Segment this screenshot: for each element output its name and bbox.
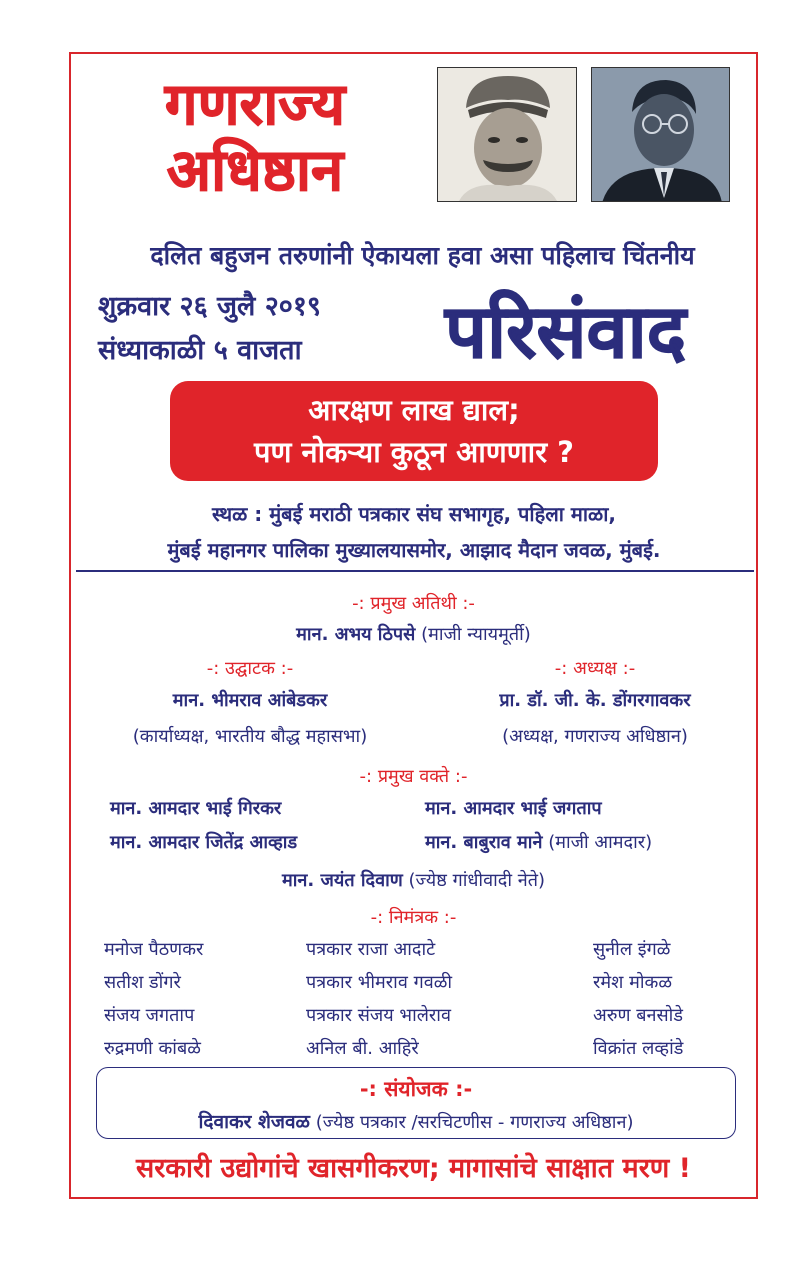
- slogan: सरकारी उद्योगांचे खासगीकरण; मागासांचे साक्षात मरण !: [136, 1153, 691, 1184]
- topic-banner: [170, 381, 658, 481]
- host-name: पत्रकार संजय भालेराव: [306, 1005, 451, 1026]
- president-role: (अध्यक्ष, गणराज्य अधिष्ठान): [502, 726, 688, 747]
- event-date: शुक्रवार २६ जुलै २०१९: [98, 291, 321, 322]
- speaker-5-name: मान. जयंत दिवाण: [282, 870, 403, 891]
- host-name: अनिल बी. आहिरे: [306, 1038, 419, 1059]
- inaugurator-role: (कार्याध्यक्ष, भारतीय बौद्ध महासभा): [132, 726, 368, 747]
- speaker-4-name: मान. बाबुराव माने: [425, 832, 543, 853]
- host-name: रुद्रमणी कांबळे: [104, 1038, 201, 1059]
- tagline: दलित बहुजन तरुणांनी ऐकायला हवा असा पहिलाच चिंतनीय: [150, 241, 695, 270]
- chief-guest: [69, 622, 758, 646]
- divider: [76, 570, 754, 572]
- event-time: संध्याकाळी ५ वाजता: [98, 335, 302, 366]
- speaker-4-role: (माजी आमदार): [548, 832, 653, 853]
- host-name: संजय जगताप: [104, 1005, 195, 1026]
- speaker-1: मान. आमदार भाई गिरकर: [110, 798, 282, 819]
- host-name: अरुण बनसोडे: [593, 1005, 683, 1026]
- convener-heading: -: संयोजक :-: [359, 1077, 473, 1101]
- speaker-3: मान. आमदार जितेंद्र आव्हाड: [110, 832, 298, 853]
- inaugurator-heading: -: उद्घाटक :-: [206, 658, 294, 679]
- event-type-title: परिसंवाद: [445, 289, 687, 375]
- convener-name: दिवाकर शेजवळ: [198, 1111, 310, 1133]
- speaker-4: [425, 830, 652, 854]
- host-name: सुनील इंगळे: [593, 939, 671, 960]
- host-name: सतीश डोंगरे: [104, 972, 181, 993]
- venue-line1: स्थळ : मुंबई मराठी पत्रकार संघ सभागृह, पहिला माळा,: [211, 502, 617, 526]
- org-title-line1: गणराज्य: [164, 70, 346, 138]
- host-name: रमेश मोकळ: [593, 972, 673, 993]
- host-name: मनोज पैठणकर: [104, 939, 204, 960]
- chief-guest-heading: -: प्रमुख अतिथी :-: [352, 593, 475, 614]
- portrait-photo-left: [437, 67, 577, 202]
- org-title-line2: अधिष्ठान: [166, 136, 344, 204]
- topic-line2: पण नोकऱ्या कुठून आणणार ?: [254, 435, 574, 469]
- topic-line1: आरक्षण लाख द्याल;: [308, 393, 520, 427]
- host-name: पत्रकार राजा आदाटे: [306, 939, 436, 960]
- president-heading: -: अध्यक्ष :-: [554, 658, 636, 679]
- convener-role: (ज्येष्ठ पत्रकार /सरचिटणीस - गणराज्य अधिष्ठान): [315, 1112, 634, 1133]
- inaugurator-name: मान. भीमराव आंबेडकर: [172, 690, 328, 711]
- speaker-5: [69, 868, 758, 892]
- chief-guest-name: मान. अभय ठिपसे: [296, 624, 416, 645]
- chief-guest-role: (माजी न्यायमूर्ती): [421, 624, 531, 645]
- host-name: पत्रकार भीमराव गवळी: [306, 972, 453, 993]
- venue-line2: मुंबई महानगर पालिका मुख्यालयासमोर, आझाद मैदान जवळ, मुंबई.: [167, 538, 661, 562]
- speaker-2: मान. आमदार भाई जगताप: [425, 798, 602, 819]
- speaker-5-role: (ज्येष्ठ गांधीवादी नेते): [408, 870, 545, 891]
- president-name: प्रा. डॉ. जी. के. डोंगरगावकर: [499, 690, 691, 711]
- convener: [96, 1108, 736, 1134]
- hosts-heading: -: निमंत्रक :-: [370, 907, 457, 928]
- portrait-photo-right: [591, 67, 730, 202]
- host-name: विक्रांत लव्हांडे: [593, 1038, 684, 1059]
- speakers-heading: -: प्रमुख वक्ते :-: [359, 766, 468, 787]
